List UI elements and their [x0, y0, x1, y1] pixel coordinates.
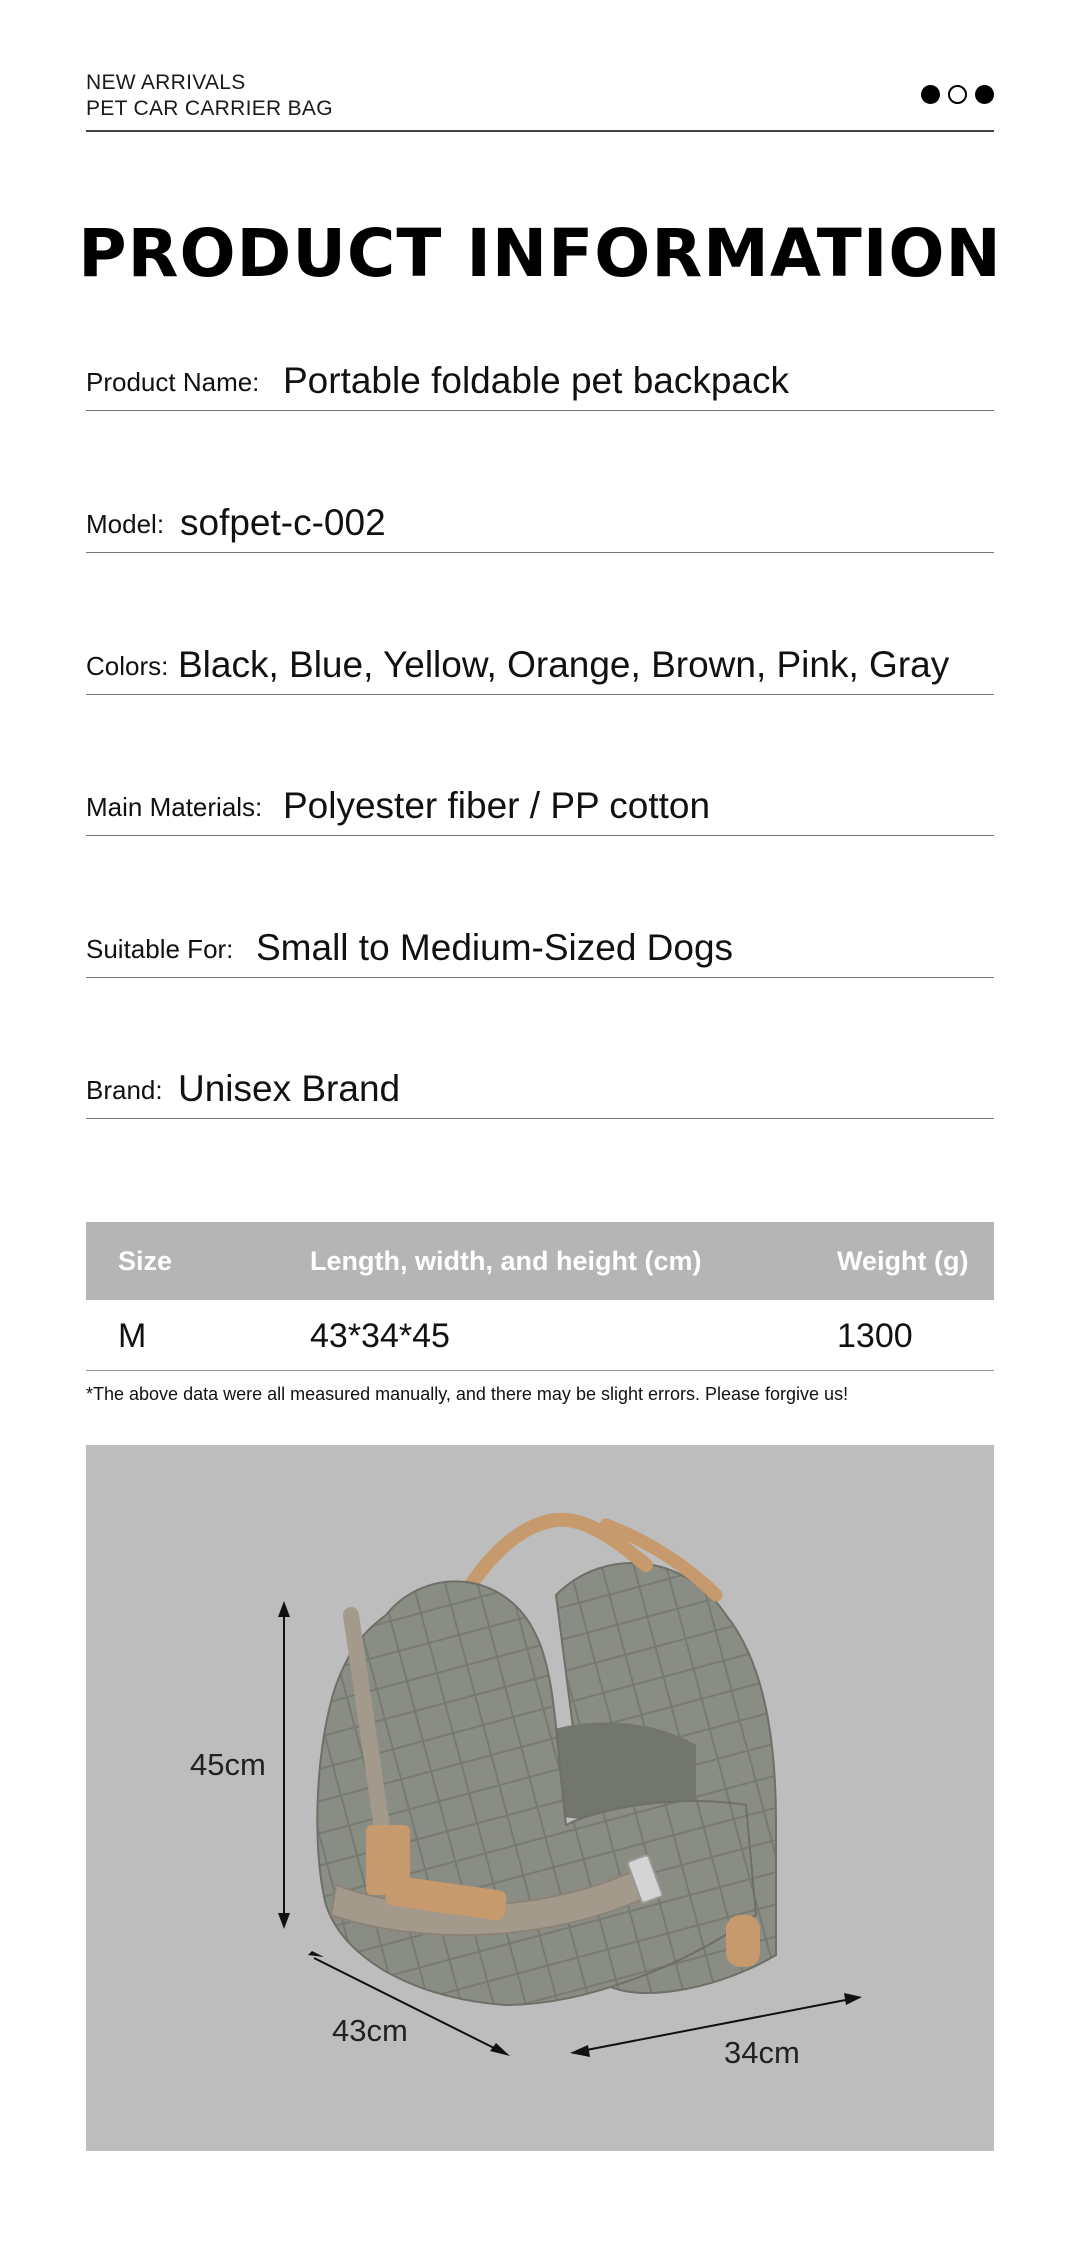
measurement-note: *The above data were all measured manually, and there may be slight errors. Please forgive us!	[86, 1384, 849, 1404]
info-value: Portable foldable pet backpack	[283, 360, 790, 401]
size-table-header	[86, 1222, 994, 1300]
dot-filled-icon	[975, 85, 994, 104]
header-new-arrivals: NEW ARRIVALS	[86, 71, 246, 94]
info-label: Product Name:	[86, 367, 260, 397]
info-value: Black, Blue, Yellow, Orange, Brown, Pink, Gray	[178, 644, 950, 685]
info-value: sofpet-c-002	[180, 502, 386, 543]
info-row-suitable-for	[86, 917, 994, 978]
cell-size: M	[118, 1317, 147, 1355]
header-dimensions: Length, width, and height (cm)	[310, 1246, 702, 1276]
info-label: Model:	[86, 509, 165, 539]
dot-filled-icon	[921, 85, 940, 104]
header-divider	[86, 130, 994, 132]
length-dimension-label: 43cm	[332, 2013, 408, 2048]
info-row-materials	[86, 775, 994, 836]
info-value: Small to Medium-Sized Dogs	[256, 927, 734, 968]
table-row	[86, 1300, 994, 1371]
info-row-brand	[86, 1058, 994, 1119]
info-row-product-name	[86, 350, 994, 411]
info-row-colors	[86, 634, 994, 695]
pagination-dots	[921, 85, 994, 104]
header-weight: Weight (g)	[837, 1246, 969, 1276]
info-label: Suitable For:	[86, 934, 234, 964]
cell-dimensions: 43*34*45	[310, 1317, 450, 1355]
product-photo	[86, 1445, 994, 2151]
pet-carrier-illustration	[86, 1445, 994, 2151]
dot-empty-icon	[948, 85, 967, 104]
info-value: Unisex Brand	[178, 1068, 401, 1109]
info-label: Colors:	[86, 651, 169, 681]
info-row-model	[86, 492, 994, 553]
info-value: Polyester fiber / PP cotton	[283, 785, 711, 826]
info-label: Brand:	[86, 1075, 163, 1105]
header-size: Size	[118, 1246, 173, 1276]
cell-weight: 1300	[837, 1317, 913, 1355]
width-dimension-label: 34cm	[724, 2035, 800, 2070]
height-dimension-label: 45cm	[190, 1747, 266, 1782]
info-label: Main Materials:	[86, 792, 263, 822]
header-product-line: PET CAR CARRIER BAG	[86, 97, 333, 120]
size-table	[86, 1222, 994, 1371]
page-title: PRODUCT INFORMATION	[78, 215, 1002, 292]
